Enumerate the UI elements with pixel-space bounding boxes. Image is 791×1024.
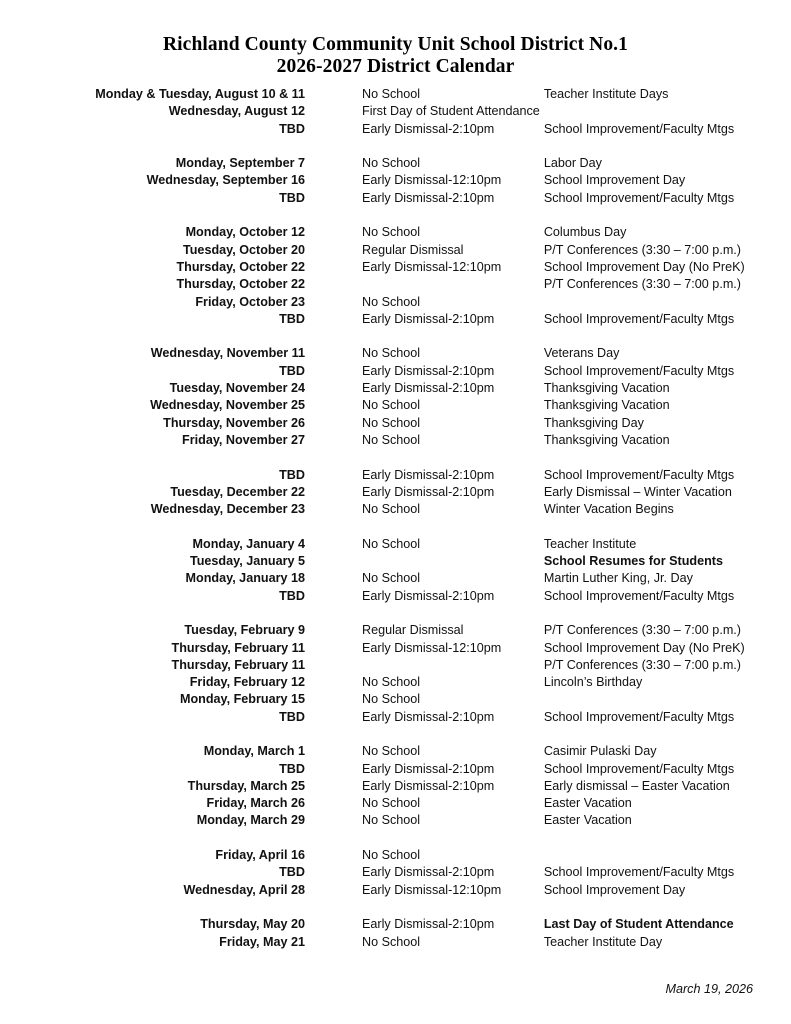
month-gap-cell xyxy=(0,830,791,847)
calendar-row-note: School Improvement/Faculty Mtgs xyxy=(543,190,735,205)
calendar-row-date: Thursday, March 25 xyxy=(187,778,305,793)
calendar-row-status: Early Dismissal-12:10pm xyxy=(362,173,502,188)
calendar-row-note: Thanksgiving Vacation xyxy=(543,381,670,396)
calendar-row-status: Early Dismissal-2:10pm xyxy=(362,363,495,378)
calendar-row-date: Monday, September 7 xyxy=(175,156,305,171)
calendar-row xyxy=(0,224,791,241)
calendar-row xyxy=(0,380,791,397)
month-gap-cell xyxy=(0,207,791,224)
calendar-row-date: Thursday, October 22 xyxy=(176,277,305,292)
calendar-row-status: No School xyxy=(362,692,421,707)
calendar-row-note: Thanksgiving Vacation xyxy=(543,432,670,447)
month-gap-row xyxy=(0,207,791,224)
calendar-table xyxy=(0,86,791,951)
calendar-row-status: No School xyxy=(362,536,421,551)
calendar-row-note: Early dismissal – Easter Vacation xyxy=(543,778,730,793)
calendar-row-note: School Improvement/Faculty Mtgs xyxy=(543,467,735,482)
calendar-row-status: Early Dismissal-2:10pm xyxy=(362,467,495,482)
calendar-row-status: No School xyxy=(362,744,421,759)
calendar-row-status: Early Dismissal-2:10pm xyxy=(362,381,495,396)
calendar-row xyxy=(0,155,791,172)
calendar-row xyxy=(0,553,791,570)
month-gap-cell xyxy=(0,449,791,466)
calendar-row-status: No School xyxy=(362,225,421,240)
calendar-row-date: Monday & Tuesday, August 10 & 11 xyxy=(95,87,305,101)
calendar-row xyxy=(0,864,791,881)
calendar-row xyxy=(0,536,791,553)
calendar-row xyxy=(0,345,791,362)
calendar-row-date: Wednesday, December 23 xyxy=(150,502,305,517)
calendar-row xyxy=(0,432,791,449)
month-gap-row xyxy=(0,726,791,743)
calendar-row xyxy=(0,674,791,691)
calendar-row xyxy=(0,882,791,899)
month-gap-row xyxy=(0,138,791,155)
calendar-row xyxy=(0,415,791,432)
calendar-row-date: Friday, May 21 xyxy=(219,934,305,949)
calendar-row xyxy=(0,761,791,778)
calendar-row-date: Tuesday, February 9 xyxy=(184,623,305,638)
calendar-row-status: No School xyxy=(362,502,421,517)
calendar-row-status: No School xyxy=(362,571,421,586)
calendar-row-note: School Improvement Day xyxy=(543,173,686,188)
calendar-row-date: Monday, January 4 xyxy=(192,536,305,551)
calendar-row-status: No School xyxy=(362,432,421,447)
calendar-row xyxy=(0,640,791,657)
calendar-row-status: No School xyxy=(362,156,421,171)
calendar-row-date: Wednesday, August 12 xyxy=(168,104,305,119)
calendar-row-note: School Improvement/Faculty Mtgs xyxy=(543,761,735,776)
calendar-row-note: Easter Vacation xyxy=(543,796,632,811)
calendar-row-note: Casimir Pulaski Day xyxy=(543,744,657,759)
calendar-row-status: Early Dismissal-12:10pm xyxy=(362,259,502,274)
calendar-row-status: No School xyxy=(362,294,421,309)
month-gap-row xyxy=(0,899,791,916)
calendar-row xyxy=(0,172,791,189)
calendar-row xyxy=(0,795,791,812)
calendar-row-status: Early Dismissal-2:10pm xyxy=(362,709,495,724)
calendar-row xyxy=(0,311,791,328)
calendar-row-date: Thursday, October 22 xyxy=(176,259,305,274)
calendar-row-status: No School xyxy=(362,415,421,430)
calendar-row-note: Columbus Day xyxy=(543,225,627,240)
calendar-row xyxy=(0,484,791,501)
calendar-row xyxy=(0,501,791,518)
calendar-row xyxy=(0,397,791,414)
calendar-row xyxy=(0,363,791,380)
calendar-row-date: TBD xyxy=(279,467,305,482)
calendar-row-date: Friday, April 16 xyxy=(215,848,305,863)
calendar-row xyxy=(0,294,791,311)
calendar-row xyxy=(0,588,791,605)
calendar-row-date: Monday, February 15 xyxy=(179,692,305,707)
calendar-row-note: School Improvement Day (No PreK) xyxy=(543,640,745,655)
calendar-row xyxy=(0,743,791,760)
calendar-row-status: Early Dismissal-2:10pm xyxy=(362,588,495,603)
calendar-row-status: Early Dismissal-2:10pm xyxy=(362,311,495,326)
calendar-row-note: Teacher Institute Days xyxy=(543,87,669,101)
calendar-row-note: Last Day of Student Attendance xyxy=(543,917,734,932)
calendar-row-note: Labor Day xyxy=(543,156,602,171)
calendar-row-date: TBD xyxy=(279,190,305,205)
calendar-row-date: Tuesday, January 5 xyxy=(189,554,305,569)
calendar-row-status: No School xyxy=(362,848,421,863)
calendar-row-note: Easter Vacation xyxy=(543,813,632,828)
calendar-row xyxy=(0,570,791,587)
calendar-row-status: No School xyxy=(362,675,421,690)
calendar-row-note: Veterans Day xyxy=(543,346,620,361)
month-gap-row xyxy=(0,328,791,345)
calendar-row-status: Early Dismissal-12:10pm xyxy=(362,882,502,897)
calendar-row-status: Early Dismissal-2:10pm xyxy=(362,865,495,880)
calendar-row-status: Early Dismissal-2:10pm xyxy=(362,778,495,793)
calendar-row xyxy=(0,691,791,708)
calendar-row-status: Early Dismissal-2:10pm xyxy=(362,121,495,136)
calendar-row-status xyxy=(305,657,540,674)
calendar-row-date: Friday, October 23 xyxy=(195,294,305,309)
calendar-row-note: Thanksgiving Day xyxy=(543,415,644,430)
revision-date: March 19, 2026 xyxy=(665,982,753,996)
calendar-row xyxy=(0,847,791,864)
calendar-row-note: School Improvement/Faculty Mtgs xyxy=(543,311,735,326)
document-title xyxy=(0,34,791,77)
calendar-row-status: No School xyxy=(362,346,421,361)
calendar-row-date: Friday, November 27 xyxy=(182,432,305,447)
month-gap-cell xyxy=(0,605,791,622)
calendar-row-date: Monday, March 1 xyxy=(203,744,305,759)
calendar-row-date: Wednesday, September 16 xyxy=(146,173,305,188)
calendar-row-date: Tuesday, October 20 xyxy=(182,242,305,257)
calendar-row xyxy=(0,121,791,138)
calendar-row-date: Monday, October 12 xyxy=(185,225,305,240)
calendar-row-date: TBD xyxy=(279,865,305,880)
calendar-row xyxy=(0,657,791,674)
calendar-row xyxy=(0,916,791,933)
calendar-row xyxy=(0,467,791,484)
calendar-row-date: Friday, February 12 xyxy=(189,675,305,690)
calendar-row-status: Early Dismissal-12:10pm xyxy=(362,640,502,655)
calendar-row xyxy=(0,259,791,276)
calendar-row-note: School Improvement/Faculty Mtgs xyxy=(543,588,735,603)
calendar-row xyxy=(0,242,791,259)
calendar-row-note: School Resumes for Students xyxy=(543,554,723,569)
calendar-row-date: Wednesday, November 25 xyxy=(150,398,305,413)
calendar-row-date: Monday, January 18 xyxy=(185,571,305,586)
calendar-row-status: Regular Dismissal xyxy=(362,623,464,638)
calendar-row-note: School Improvement Day (No PreK) xyxy=(543,259,745,274)
calendar-row-status: No School xyxy=(362,796,421,811)
calendar-row xyxy=(0,812,791,829)
calendar-row-note: Teacher Institute Day xyxy=(543,934,663,949)
calendar-row-note: P/T Conferences (3:30 – 7:00 p.m.) xyxy=(543,657,741,672)
calendar-row-status: First Day of Student Attendance xyxy=(362,104,540,119)
calendar-row-status: No School xyxy=(362,813,421,828)
calendar-row-status: No School xyxy=(362,934,421,949)
calendar-row-date: Tuesday, November 24 xyxy=(169,381,305,396)
calendar-row xyxy=(0,709,791,726)
calendar-row xyxy=(0,934,791,951)
calendar-row-status: Regular Dismissal xyxy=(362,242,464,257)
calendar-row-date: Monday, March 29 xyxy=(196,813,305,828)
calendar-row-date: Thursday, February 11 xyxy=(171,657,305,672)
calendar-row xyxy=(0,276,791,293)
calendar-row-note: Early Dismissal – Winter Vacation xyxy=(543,484,732,499)
calendar-row-date: Thursday, February 11 xyxy=(171,640,305,655)
calendar-row-note: Winter Vacation Begins xyxy=(543,502,674,517)
calendar-row-date: TBD xyxy=(279,761,305,776)
calendar-row xyxy=(0,622,791,639)
calendar-row-date: TBD xyxy=(279,363,305,378)
calendar-row-status: Early Dismissal-2:10pm xyxy=(362,761,495,776)
calendar-row-note xyxy=(540,847,791,864)
calendar-row-note: Lincoln’s Birthday xyxy=(543,675,643,690)
calendar-row-note: Teacher Institute xyxy=(543,536,637,551)
calendar-row-date: TBD xyxy=(279,311,305,326)
calendar-row-date: Thursday, May 20 xyxy=(200,917,305,932)
calendar-row xyxy=(0,103,791,120)
month-gap-cell xyxy=(0,899,791,916)
month-gap-row xyxy=(0,830,791,847)
month-gap-cell xyxy=(0,138,791,155)
calendar-row-note: P/T Conferences (3:30 – 7:00 p.m.) xyxy=(543,277,741,292)
calendar-row-note xyxy=(540,294,791,311)
title-line-year: 2026-2027 District Calendar xyxy=(276,55,515,77)
calendar-row-note: School Improvement/Faculty Mtgs xyxy=(543,865,735,880)
calendar-row-status xyxy=(305,553,540,570)
month-gap-cell xyxy=(0,518,791,535)
calendar-row-note: Martin Luther King, Jr. Day xyxy=(543,571,693,586)
calendar-row-status: No School xyxy=(362,398,421,413)
calendar-row-status: Early Dismissal-2:10pm xyxy=(362,917,495,932)
calendar-row-date: TBD xyxy=(279,588,305,603)
month-gap-row xyxy=(0,518,791,535)
calendar-row-status: No School xyxy=(362,87,421,101)
calendar-row-note xyxy=(540,691,791,708)
calendar-row-date: Wednesday, November 11 xyxy=(150,346,305,361)
calendar-row-note xyxy=(540,103,791,120)
calendar-row-note: P/T Conferences (3:30 – 7:00 p.m.) xyxy=(543,242,741,257)
calendar-row-status xyxy=(305,276,540,293)
calendar-row-date: Wednesday, April 28 xyxy=(183,882,305,897)
calendar-row-note: School Improvement/Faculty Mtgs xyxy=(543,709,735,724)
calendar-table-body xyxy=(0,86,791,951)
calendar-row-status: Early Dismissal-2:10pm xyxy=(362,190,495,205)
month-gap-cell xyxy=(0,328,791,345)
calendar-row-date: Thursday, November 26 xyxy=(163,415,305,430)
title-line-district: Richland County Community Unit School District No.1 xyxy=(162,34,628,55)
calendar-row-date: TBD xyxy=(279,121,305,136)
month-gap-row xyxy=(0,449,791,466)
calendar-row-status: Early Dismissal-2:10pm xyxy=(362,484,495,499)
month-gap-row xyxy=(0,605,791,622)
calendar-row-note: Thanksgiving Vacation xyxy=(543,398,670,413)
calendar-row xyxy=(0,86,791,103)
calendar-row xyxy=(0,778,791,795)
calendar-row-date: Friday, March 26 xyxy=(206,796,305,811)
calendar-row-note: P/T Conferences (3:30 – 7:00 p.m.) xyxy=(543,623,741,638)
calendar-row-note: School Improvement/Faculty Mtgs xyxy=(543,121,735,136)
calendar-row-note: School Improvement Day xyxy=(543,882,686,897)
calendar-row-note: School Improvement/Faculty Mtgs xyxy=(543,363,735,378)
calendar-row xyxy=(0,190,791,207)
month-gap-cell xyxy=(0,726,791,743)
calendar-row-date: TBD xyxy=(279,709,305,724)
calendar-row-date: Tuesday, December 22 xyxy=(170,484,305,499)
